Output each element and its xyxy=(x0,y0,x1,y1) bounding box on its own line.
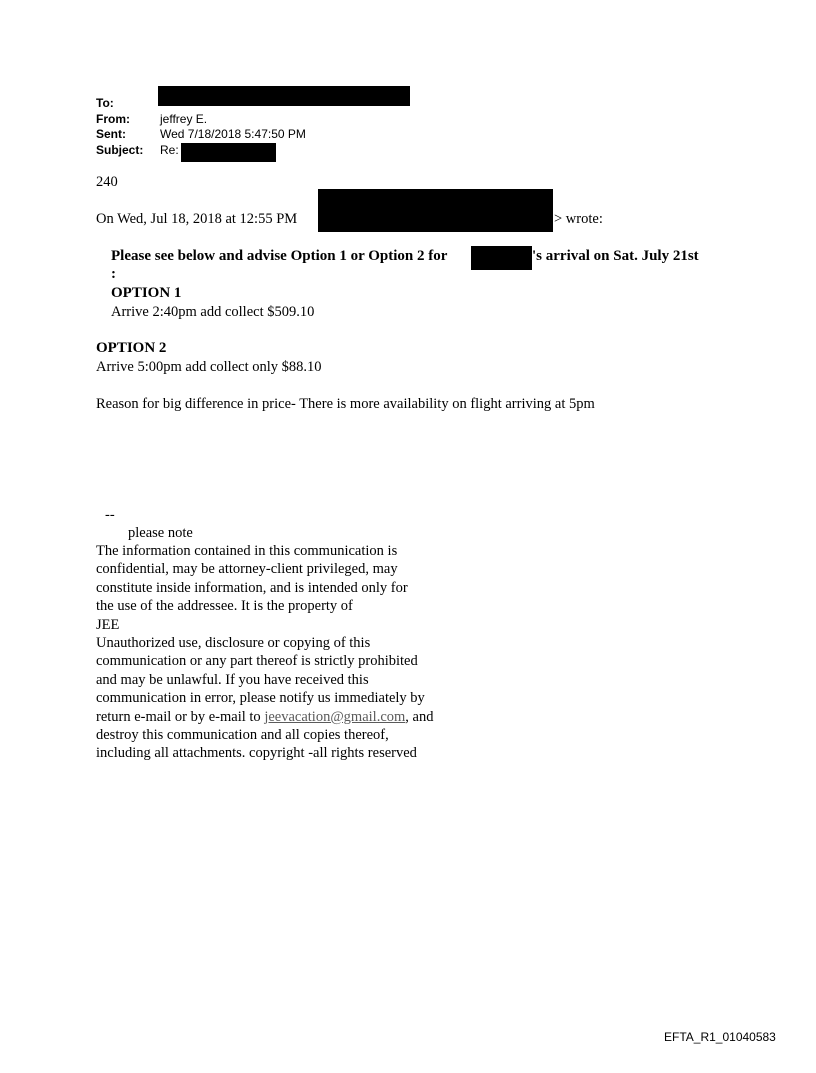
sent-label: Sent: xyxy=(96,127,126,141)
disclaimer-line: communication or any part thereof is strictly prohibited xyxy=(96,653,418,670)
disclaimer-email-suffix: , and xyxy=(405,708,434,725)
disclaimer-line: confidential, may be attorney-client privileged, may xyxy=(96,561,398,578)
request-colon: : xyxy=(111,266,116,282)
quote-intro-suffix: > wrote: xyxy=(554,211,603,227)
quote-intro-prefix: On Wed, Jul 18, 2018 at 12:55 PM xyxy=(96,211,298,227)
disclaimer-email-prefix: return e-mail or by e-mail to xyxy=(96,708,265,725)
email-link[interactable]: jeevacation@gmail.com xyxy=(264,708,406,725)
disclaimer-email-line xyxy=(96,708,476,726)
disclaimer-line: the use of the addressee. It is the property of xyxy=(96,598,353,615)
disclaimer-line: JEE xyxy=(96,616,120,633)
option-2-heading: OPTION 2 xyxy=(96,340,167,356)
from-value: jeffrey E. xyxy=(160,112,208,126)
redacted-sender xyxy=(318,189,553,232)
option-1-detail: Arrive 2:40pm add collect $509.10 xyxy=(111,304,315,320)
reason-text: Reason for big difference in price- There is more availability on flight arriving at 5pm xyxy=(96,396,595,412)
disclaimer xyxy=(96,542,476,763)
request-line-end: 's arrival on Sat. July 21st xyxy=(532,248,699,264)
reply-text: 240 xyxy=(96,174,118,190)
disclaimer-line: constitute inside information, and is intended only for xyxy=(96,579,408,596)
option-2-detail: Arrive 5:00pm add collect only $88.10 xyxy=(96,359,322,375)
from-label: From: xyxy=(96,112,130,126)
subject-label: Subject: xyxy=(96,143,144,157)
disclaimer-line: destroy this communication and all copies thereof, xyxy=(96,727,389,744)
disclaimer-line: Unauthorized use, disclosure or copying of this xyxy=(96,635,371,652)
disclaimer-line: communication in error, please notify us immediately by xyxy=(96,690,425,707)
disclaimer-line: and may be unlawful. If you have received this xyxy=(96,671,369,688)
redacted-subject xyxy=(181,143,276,162)
sent-value: Wed 7/18/2018 5:47:50 PM xyxy=(160,127,306,141)
redacted-recipient xyxy=(158,86,410,106)
signature-note: please note xyxy=(128,525,193,541)
redacted-name xyxy=(471,246,532,270)
disclaimer-line: The information contained in this communication is xyxy=(96,543,398,559)
to-label: To: xyxy=(96,96,114,110)
option-1-heading: OPTION 1 xyxy=(111,285,182,301)
disclaimer-line: including all attachments. copyright -all rights reserved xyxy=(96,745,417,762)
request-line-start: Please see below and advise Option 1 or Option 2 for xyxy=(111,248,448,264)
document-id: EFTA_R1_01040583 xyxy=(664,1030,776,1044)
signature-dashes: -- xyxy=(105,507,115,523)
subject-value: Re: xyxy=(160,143,179,157)
